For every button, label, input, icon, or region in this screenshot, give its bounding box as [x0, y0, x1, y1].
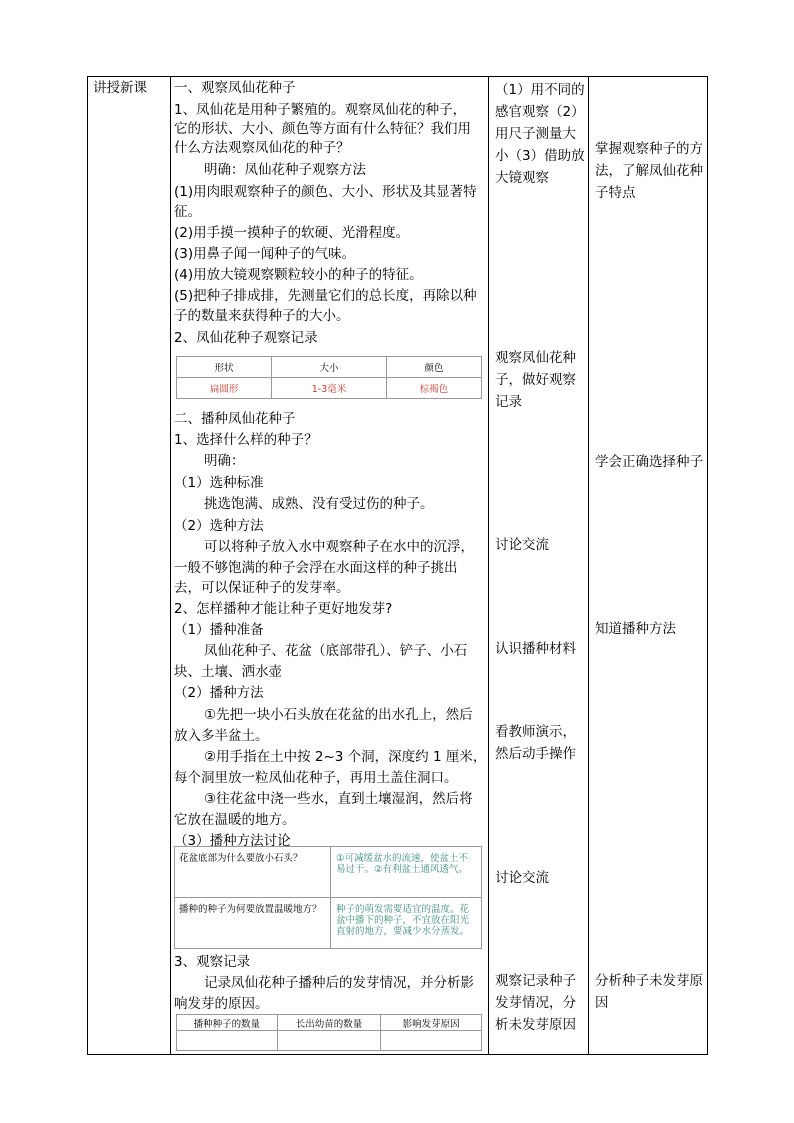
- part1-q1-line: 它的形状、大小、颜色等方面有什么特征？我们用: [174, 121, 471, 137]
- record-value: 扁圆形: [177, 378, 272, 399]
- observation-header: 影响发芽原因: [381, 1015, 482, 1031]
- col-divider-3: [588, 76, 589, 1055]
- method-text-line: 一般不够饱满的种子会浮在水面这样的种子挑出: [174, 560, 458, 576]
- prep-line: 凤仙花种子、花盆（底部带孔）、铲子、小石: [204, 643, 468, 659]
- col-divider-1: [170, 76, 171, 1055]
- std-title: （1）选种标准: [174, 475, 264, 491]
- part2-mingque: 明确：: [204, 453, 245, 469]
- method-line: (5)把种子排成排，先测量它们的总长度，再除以种: [174, 288, 477, 304]
- method-line: (1)用肉眼观察种子的颜色、大小、形状及其显著特: [174, 184, 477, 200]
- goal-3: 知道播种方法: [595, 621, 676, 637]
- activity-1: （1）用不同的感官观察（2）用尺子测量大小（3）借助放大镜观察: [495, 82, 585, 186]
- activity-4: 认识播种材料: [495, 641, 576, 657]
- method-line: (3)用鼻子闻一闻种子的气味。: [174, 246, 356, 262]
- discuss-table: [174, 846, 482, 949]
- sow-line: ③往花盆中浇一些水，直到土壤湿润，然后将: [204, 791, 473, 807]
- prep-line: 块、土壤、洒水壶: [174, 664, 282, 680]
- activity-5: 看教师演示，然后动手操作: [495, 724, 576, 762]
- sow-line: 它放在温暖的地方。: [174, 812, 296, 828]
- discuss-answer: ①可减缓盆水的流速，使盆土不易过干。②有利盆土通风透气。: [336, 853, 469, 875]
- goal-1: 掌握观察种子的方法，了解凤仙花种子特点: [595, 141, 703, 201]
- part3-line: 响发芽的原因。: [174, 996, 269, 1012]
- sow-title: （2）播种方法: [174, 685, 264, 701]
- part1-mingque: 明确：凤仙花种子观察方法: [204, 162, 366, 178]
- part1-heading: 一、观察凤仙花种子: [174, 80, 296, 96]
- discuss-answer: 种子的萌发需要适宜的温度。花盆中播下的种子，不宜放在阳光直射的地方，要减少水分蒸发。: [336, 904, 470, 937]
- part3-line: 记录凤仙花种子播种后的发芽情况，并分析影: [204, 975, 474, 991]
- method-line: 征。: [174, 204, 201, 220]
- part2-q1: 1、选择什么样的种子？: [174, 432, 318, 448]
- discuss-question: 播种的种子为何要放置温暖地方？: [179, 904, 322, 915]
- record-header: 大小: [272, 357, 387, 378]
- observation-header: 播种种子的数量: [177, 1015, 278, 1031]
- method-text-line: 去，可以保证种子的发芽率。: [174, 580, 350, 596]
- activity-7: 观察记录种子发芽情况，分析未发芽原因: [495, 973, 576, 1033]
- part1-q1-line: 什么方法观察凤仙花的种子？: [174, 140, 350, 156]
- method-title: （2）选种方法: [174, 518, 264, 534]
- record-header: 形状: [177, 357, 272, 378]
- record-title: 2、凤仙花种子观察记录: [174, 330, 318, 346]
- record-value: 1-3毫米: [272, 378, 387, 399]
- observation-table: [176, 1014, 482, 1051]
- part1-q1-line: 1、凤仙花是用种子繁殖的。观察凤仙花的种子，: [174, 102, 467, 118]
- sow-line: ②用手指在土中按 2~3 个洞，深度约 1 厘米，: [204, 749, 487, 765]
- method-line: 子的数量来获得种子的大小。: [174, 308, 350, 324]
- section-label: 讲授新课: [93, 80, 147, 96]
- part2-q2: 2、怎样播种才能让种子更好地发芽?: [174, 601, 393, 617]
- record-table: [176, 356, 482, 399]
- observation-header: 长出幼苗的数量: [277, 1015, 381, 1031]
- discuss-question: 花盆底部为什么要放小石头？: [179, 853, 303, 864]
- method-line: (2)用手摸一摸种子的软硬、光滑程度。: [174, 225, 410, 241]
- activity-6: 讨论交流: [495, 870, 549, 886]
- part2-heading: 二、播种凤仙花种子: [174, 411, 296, 427]
- activity-3: 讨论交流: [495, 537, 549, 553]
- discuss-title: （3）播种方法讨论: [174, 833, 291, 849]
- goal-4: 分析种子未发芽原因: [595, 973, 703, 1011]
- sow-line: 放入多半盆土。: [174, 728, 269, 744]
- goal-2: 学会正确选择种子: [595, 454, 703, 470]
- record-header: 颜色: [386, 357, 481, 378]
- record-value: 棕褐色: [386, 378, 481, 399]
- col-divider-2: [488, 76, 489, 1055]
- sow-line: 每个洞里放一粒凤仙花种子，再用土盖住洞口。: [174, 770, 458, 786]
- method-line: (4)用放大镜观察颗粒较小的种子的特征。: [174, 267, 423, 283]
- sow-line: ①先把一块小石头放在花盆的出水孔上，然后: [204, 707, 473, 723]
- method-text-line: 可以将种子放入水中观察种子在水中的沉浮，: [204, 539, 474, 555]
- std-text: 挑选饱满、成熟、没有受过伤的种子。: [204, 496, 434, 512]
- prep-title: （1）播种准备: [174, 622, 264, 638]
- activity-2: 观察凤仙花种子，做好观察记录: [495, 350, 576, 410]
- part3-heading: 3、观察记录: [174, 954, 251, 970]
